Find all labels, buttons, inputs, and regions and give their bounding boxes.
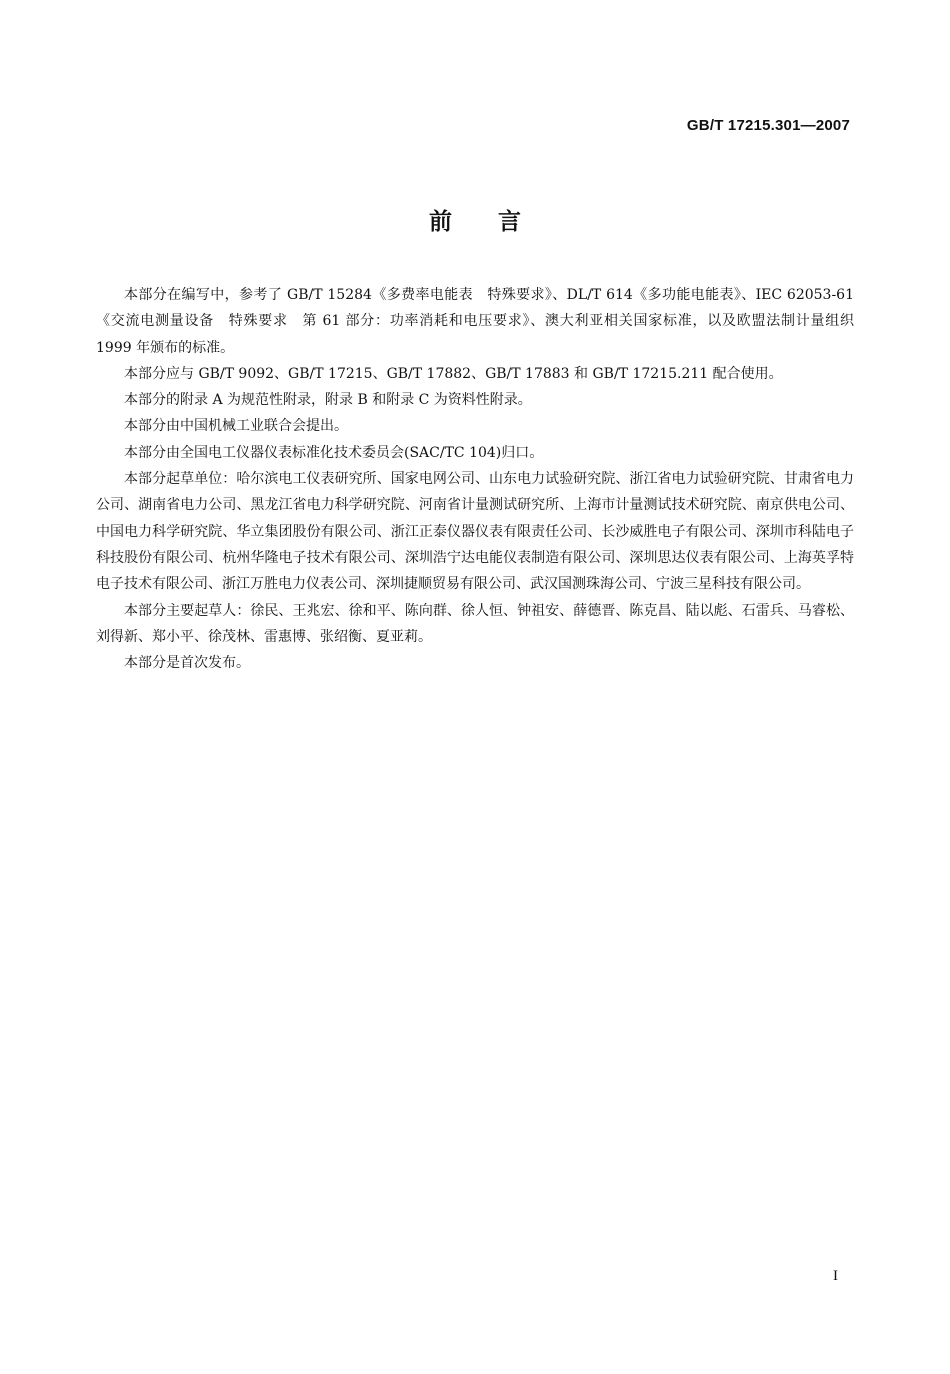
standard-code: GB/T 17215.301—2007 — [686, 117, 850, 134]
paragraph-drafters: 本部分主要起草人：徐民、王兆宏、徐和平、陈向群、徐人恒、钟祖安、薛德晋、陈克昌、陆以彪、石雷兵、马睿松、刘得新、郑小平、徐茂林、雷惠博、张绍衡、夏亚莉。 — [96, 602, 854, 645]
paragraph-first-release: 本部分是首次发布。 — [124, 655, 250, 672]
paragraph-under-jurisdiction: 本部分由全国电工仪器仪表标准化技术委员会(SAC/TC 104)归口。 — [124, 444, 544, 461]
paragraph-references: 本部分在编写中，参考了 GB/T 15284《多费率电能表 特殊要求》、DL/T 614《多功能电能表》、IEC 62053-61《交流电测量设备 特殊要求 第 61 部分：功率消耗和电压要求》、澳大利亚相关国家标准，以及欧盟法制计量组织 1999 年颁布的标准。 — [96, 287, 854, 356]
paragraph-related-standards: 本部分应与 GB/T 9092、GB/T 17215、GB/T 17882、GB/T 17883 和 GB/T 17215.211 配合使用。 — [124, 365, 783, 382]
foreword-body — [96, 282, 854, 676]
paragraph-annexes: 本部分的附录 A 为规范性附录，附录 B 和附录 C 为资料性附录。 — [124, 392, 532, 409]
page-number: I — [833, 1268, 838, 1284]
page-title: 前言 — [429, 209, 567, 235]
paragraph-proposed-by: 本部分由中国机械工业联合会提出。 — [124, 418, 348, 435]
paragraph-drafting-units: 本部分起草单位：哈尔滨电工仪表研究所、国家电网公司、山东电力试验研究院、浙江省电力试验研究院、甘肃省电力公司、湖南省电力公司、黑龙江省电力科学研究院、河南省计量测试研究所、上海市计量测试技术研究院、南京供电公司、中国电力科学研究院、华立集团股份有限公司、浙江正泰仪器仪表有限责任公司、长沙威胜电子有限公司、深圳市科陆电子科技股份有限公司、杭州华隆电子技术有限公司、深圳浩宁达电能仪表制造有限公司、深圳思达仪表有限公司、上海英孚特电子技术有限公司、浙江万胜电力仪表公司、深圳捷顺贸易有限公司、武汉国测珠海公司、宁波三星科技有限公司。 — [96, 471, 854, 593]
